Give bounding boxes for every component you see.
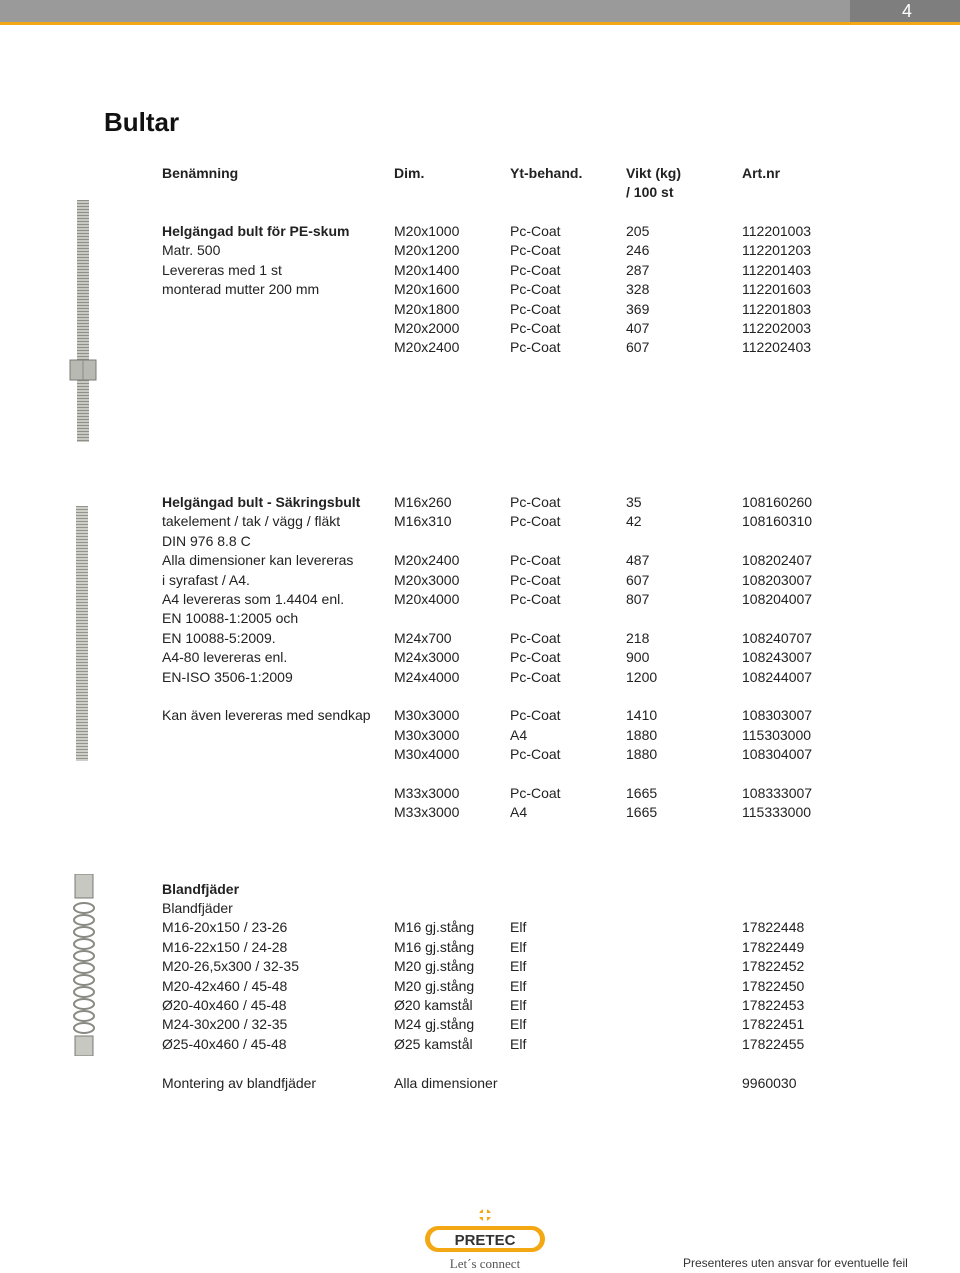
section1-row-2-col-2: 287 xyxy=(626,261,650,278)
header-weight: Vikt (kg) xyxy=(626,165,681,181)
section1-row-4-col-3: 112201803 xyxy=(742,300,812,317)
section2-desc-2: DIN 976 8.8 C xyxy=(162,532,251,549)
section3-row-1-col-3: 17822448 xyxy=(742,919,805,936)
section1-row-5-col-3: 112202003 xyxy=(742,320,812,336)
section3-row-5-col-3: 17822453 xyxy=(742,997,805,1013)
section1-row-6-col-0: M20x2400 xyxy=(394,339,460,356)
section2-desc-6: EN 10088-1:2005 och xyxy=(162,610,299,627)
section2-row-0-col-1: Pc-Coat xyxy=(510,494,561,510)
section2-row-12-col-1: A4 xyxy=(510,726,528,743)
section2-row-8-col-1: Pc-Coat xyxy=(510,649,561,666)
section1-row-5-col-2: 407 xyxy=(626,320,650,336)
section3-heading: Blandfjäder xyxy=(162,881,240,897)
section2-row-0-col-3: 108160260 xyxy=(742,494,813,510)
section3-row-1-col-1: M16 gj.stång xyxy=(394,919,475,936)
threaded-bolt-with-nut-image xyxy=(68,200,98,442)
section2-row-9-col-2: 1200 xyxy=(626,668,658,685)
section3-row-5-col-0: Ø20-40x460 / 45-48 xyxy=(162,997,287,1013)
section2-row-13-col-1: Pc-Coat xyxy=(510,746,561,763)
section1-row-6-col-2: 607 xyxy=(626,339,650,356)
section2-row-4-col-2: 607 xyxy=(626,571,650,588)
section2-row-15-col-3: 108333007 xyxy=(742,785,813,801)
section2-desc-0: Helgängad bult - Säkringsbult xyxy=(162,494,361,510)
section1-row-1-col-0: M20x1200 xyxy=(394,242,460,259)
logo-brand: PRETEC xyxy=(454,1232,516,1249)
section2-row-8-col-3: 108243007 xyxy=(742,649,813,666)
section1-row-4-col-0: M20x1800 xyxy=(394,300,460,317)
section1-desc-2: Levereras med 1 st xyxy=(162,262,282,278)
section2-row-9-col-3: 108244007 xyxy=(742,668,813,685)
section2-row-3-col-0: M20x2400 xyxy=(394,552,460,569)
page-title: Bultar xyxy=(104,107,180,137)
section2-row-1-col-0: M16x310 xyxy=(394,513,452,530)
header-artnr: Art.nr xyxy=(742,165,781,181)
section3-row-7-col-0: Ø25-40x460 / 45-48 xyxy=(162,1035,287,1052)
section2-row-8-col-0: M24x3000 xyxy=(394,649,460,666)
section2-row-5-col-0: M20x4000 xyxy=(394,591,460,607)
section2-row-5-col-2: 807 xyxy=(626,591,650,607)
section1-row-3-col-3: 112201603 xyxy=(742,281,812,298)
section2-row-0-col-0: M16x260 xyxy=(394,494,452,510)
section1-row-6-col-1: Pc-Coat xyxy=(510,339,561,356)
section1-row-0-col-2: 205 xyxy=(626,223,650,239)
section3-row-3-col-3: 17822452 xyxy=(742,958,805,975)
section2-row-16-col-3: 115333000 xyxy=(742,804,812,821)
section1-row-1-col-3: 112201203 xyxy=(742,242,812,259)
section1-row-3-col-2: 328 xyxy=(626,281,650,298)
section2-desc-8: A4-80 levereras enl. xyxy=(162,649,288,666)
section3-row-2-col-2: Elf xyxy=(510,938,527,955)
page-number: 4 xyxy=(850,0,960,22)
section2-row-16-col-0: M33x3000 xyxy=(394,804,460,821)
section1-row-5-col-1: Pc-Coat xyxy=(510,320,561,336)
section1-row-0-col-0: M20x1000 xyxy=(394,223,460,239)
section3-row-4-col-0: M20-42x460 / 45-48 xyxy=(162,977,288,994)
header-dim: Dim. xyxy=(394,165,425,181)
section3-row-6-col-3: 17822451 xyxy=(742,1016,805,1033)
mount-dim: Alla dimensioner xyxy=(394,1075,498,1091)
section2-row-1-col-2: 42 xyxy=(626,513,642,530)
section2-row-9-col-0: M24x4000 xyxy=(394,668,460,685)
section3-row-6-col-1: M24 gj.stång xyxy=(394,1016,475,1033)
section3-row-7-col-2: Elf xyxy=(510,1035,527,1052)
section2-row-3-col-3: 108202407 xyxy=(742,552,813,569)
section2-row-15-col-2: 1665 xyxy=(626,785,658,801)
section1-row-3-col-1: Pc-Coat xyxy=(510,281,561,298)
section1-row-4-col-2: 369 xyxy=(626,300,650,317)
section3-row-4-col-3: 17822450 xyxy=(742,977,805,994)
section1-row-2-col-0: M20x1400 xyxy=(394,261,460,278)
section1-row-0-col-1: Pc-Coat xyxy=(510,223,561,239)
section2-row-15-col-0: M33x3000 xyxy=(394,785,460,801)
section2-row-12-col-3: 115303000 xyxy=(742,726,812,743)
section1-row-0-col-3: 112201003 xyxy=(742,223,812,239)
top-bar xyxy=(0,0,960,22)
section1-desc-3: monterad mutter 200 mm xyxy=(162,281,320,297)
section2-row-7-col-3: 108240707 xyxy=(742,629,813,646)
footer-disclaimer: Presenteres uten ansvar for eventuelle feil xyxy=(683,1256,908,1270)
section1-row-4-col-1: Pc-Coat xyxy=(510,300,561,317)
section1-row-1-col-1: Pc-Coat xyxy=(510,242,561,259)
section2-row-1-col-1: Pc-Coat xyxy=(510,513,561,530)
header-name: Benämning xyxy=(162,165,239,181)
section2-row-4-col-0: M20x3000 xyxy=(394,571,460,588)
section3-row-5-col-1: Ø20 kamstål xyxy=(394,997,473,1013)
threaded-rod-image xyxy=(75,506,89,761)
section3-row-7-col-1: Ø25 kamstål xyxy=(394,1035,473,1052)
section2-row-12-col-0: M30x3000 xyxy=(394,726,460,743)
section3-row-4-col-2: Elf xyxy=(510,977,527,994)
section1-row-3-col-0: M20x1600 xyxy=(394,281,460,298)
section1-row-2-col-3: 112201403 xyxy=(742,261,812,278)
section2-row-0-col-2: 35 xyxy=(626,494,642,510)
section2-row-4-col-1: Pc-Coat xyxy=(510,571,561,588)
coil-spring-image xyxy=(70,874,100,1056)
section2-row-4-col-3: 108203007 xyxy=(742,571,813,588)
section3-row-1-col-2: Elf xyxy=(510,919,527,936)
pretec-logo xyxy=(415,1204,555,1273)
section3-row-3-col-1: M20 gj.stång xyxy=(394,958,475,975)
section2-desc-4: i syrafast / A4. xyxy=(162,571,250,588)
section2-row-3-col-1: Pc-Coat xyxy=(510,552,561,569)
section1-row-2-col-1: Pc-Coat xyxy=(510,261,561,278)
section3-row-5-col-2: Elf xyxy=(510,997,527,1013)
section2-row-5-col-3: 108204007 xyxy=(742,591,813,607)
section2-row-8-col-2: 900 xyxy=(626,649,650,666)
section2-row-16-col-1: A4 xyxy=(510,804,528,821)
section3-row-2-col-1: M16 gj.stång xyxy=(394,938,475,955)
section2-row-7-col-1: Pc-Coat xyxy=(510,629,561,646)
section2-row-11-col-0: M30x3000 xyxy=(394,707,460,724)
section3-row-4-col-1: M20 gj.stång xyxy=(394,977,475,994)
section2-desc-7: EN 10088-5:2009. xyxy=(162,629,276,646)
section2-row-13-col-2: 1880 xyxy=(626,746,658,763)
section1-row-1-col-2: 246 xyxy=(626,242,650,259)
section2-row-3-col-2: 487 xyxy=(626,552,650,569)
accent-line xyxy=(0,22,960,25)
section3-row-6-col-2: Elf xyxy=(510,1016,527,1033)
mount-artnr: 9960030 xyxy=(742,1075,797,1091)
mount-desc: Montering av blandfjäder xyxy=(162,1075,317,1091)
section2-row-5-col-1: Pc-Coat xyxy=(510,591,561,607)
section2-desc-9: EN-ISO 3506-1:2009 xyxy=(162,668,293,685)
section2-desc-11: Kan även levereras med sendkap xyxy=(162,707,371,724)
section2-row-12-col-2: 1880 xyxy=(626,726,658,743)
section2-row-11-col-1: Pc-Coat xyxy=(510,707,561,724)
section1-row-5-col-0: M20x2000 xyxy=(394,320,460,336)
section3-row-7-col-3: 17822455 xyxy=(742,1035,805,1052)
section2-desc-3: Alla dimensioner kan levereras xyxy=(162,552,354,569)
section2-row-7-col-2: 218 xyxy=(626,629,650,646)
section2-row-13-col-3: 108304007 xyxy=(742,746,813,763)
section2-row-11-col-3: 108303007 xyxy=(742,707,813,724)
section1-desc-1: Matr. 500 xyxy=(162,242,221,258)
section2-row-1-col-3: 108160310 xyxy=(742,513,813,530)
section2-desc-1: takelement / tak / vägg / fläkt xyxy=(162,513,341,530)
header-surface: Yt-behand. xyxy=(510,165,583,181)
section3-row-3-col-0: M20-26,5x300 / 32-35 xyxy=(162,958,299,975)
section2-row-7-col-0: M24x700 xyxy=(394,629,452,646)
section2-row-16-col-2: 1665 xyxy=(626,804,658,821)
section3-row-3-col-2: Elf xyxy=(510,958,527,975)
section3-row-0-col-0: Blandfjäder xyxy=(162,900,233,916)
section2-row-11-col-2: 1410 xyxy=(626,707,658,724)
logo-tagline: Let´s connect xyxy=(449,1256,521,1271)
section2-row-13-col-0: M30x4000 xyxy=(394,746,460,763)
section1-row-6-col-3: 112202403 xyxy=(742,339,812,356)
header-weight-unit: / 100 st xyxy=(626,184,674,200)
section3-row-6-col-0: M24-30x200 / 32-35 xyxy=(162,1016,288,1033)
section1-desc-0: Helgängad bult för PE-skum xyxy=(162,223,350,239)
section3-row-2-col-3: 17822449 xyxy=(742,938,805,955)
section3-row-1-col-0: M16-20x150 / 23-26 xyxy=(162,919,288,936)
section2-desc-5: A4 levereras som 1.4404 enl. xyxy=(162,591,345,607)
section2-row-15-col-1: Pc-Coat xyxy=(510,785,561,801)
section3-row-2-col-0: M16-22x150 / 24-28 xyxy=(162,938,288,955)
section2-row-9-col-1: Pc-Coat xyxy=(510,668,561,685)
